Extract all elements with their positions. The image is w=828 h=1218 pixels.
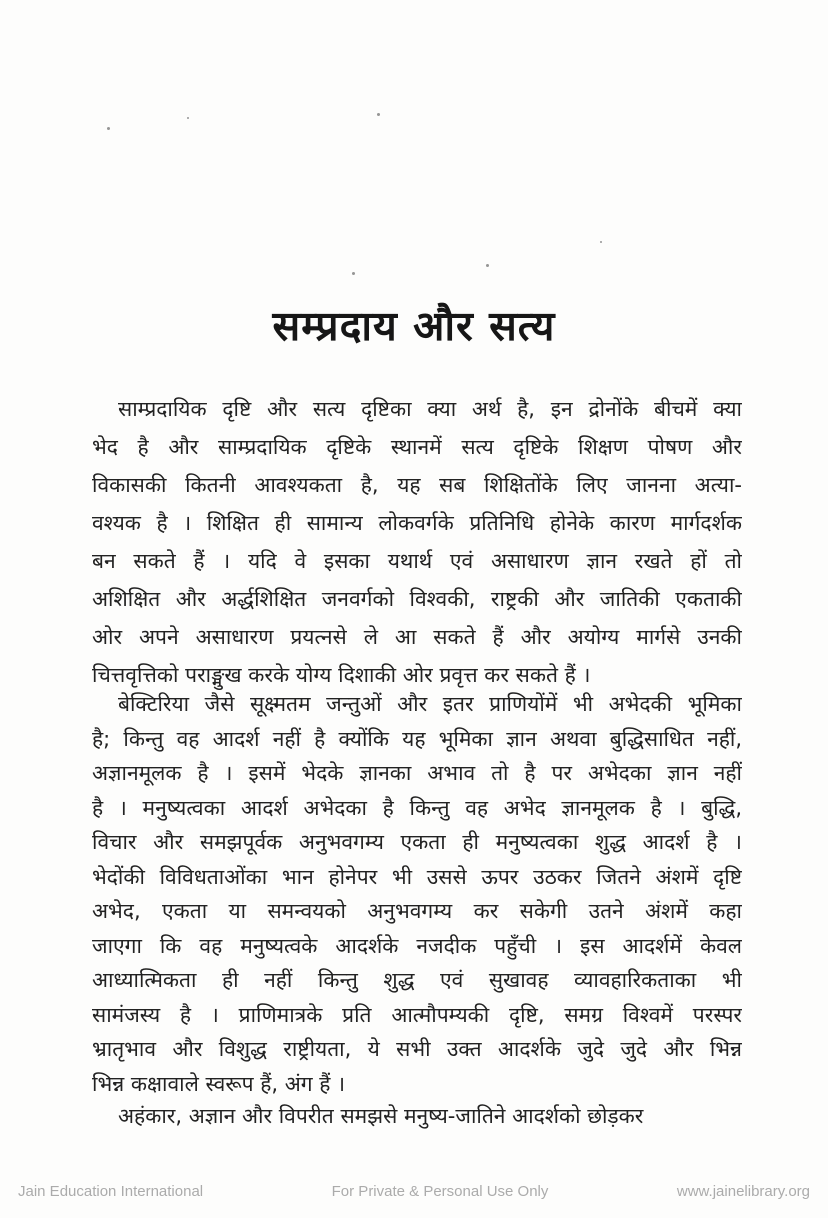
text-line: अज्ञानमूलक है । इसमें भेदके ज्ञानका अभाव तो है पर अभेदका ज्ञान नहीं	[92, 761, 742, 785]
paragraph	[92, 1097, 742, 1135]
text-line: भिन्न कक्षावाले स्वरूप हैं, अंग हैं ।	[92, 1071, 346, 1096]
scan-speck	[600, 241, 602, 243]
text-line: ओर अपने असाधारण प्रयत्नसे ले आ सकते हैं और अयोग्य मार्गसे उनकी	[92, 625, 742, 649]
scan-speck	[486, 264, 489, 267]
footer-usage-note: For Private & Personal Use Only	[331, 1183, 549, 1200]
footer-website: www.jainelibrary.org	[676, 1183, 810, 1200]
text-line: भ्रातृभाव और विशुद्ध राष्ट्रीयता, ये सभी उक्त आदर्शके जुदे जुदे और भिन्न	[92, 1037, 742, 1061]
text-line: चित्तवृत्तिको पराङ्मुख करके योग्य दिशाकी ओर प्रवृत्त कर सकते हैं ।	[92, 663, 591, 687]
scan-speck	[187, 117, 189, 119]
text-line: साम्प्रदायिक दृष्टि और सत्य दृष्टिका क्या अर्थ है, इन द्रोनोंके बीचमें क्या	[118, 397, 742, 421]
paragraph	[92, 390, 742, 694]
text-line: है । मनुष्यत्वका आदर्श अभेदका है किन्तु वह अभेद ज्ञानमूलक है । बुद्धि,	[92, 795, 742, 820]
text-line: बेक्टिरिया जैसे सूक्ष्मतम जन्तुओं और इतर प्राणियोंमें भी अभेदकी भूमिका	[118, 692, 742, 716]
text-line: है; किन्तु वह आदर्श नहीं है क्योंकि यह भूमिका ज्ञान अथवा बुद्धिसाधित नहीं,	[92, 726, 742, 751]
paragraph	[92, 687, 742, 1101]
text-line: भेद है और साम्प्रदायिक दृष्टिके स्थानमें सत्य दृष्टिके शिक्षण पोषण और	[92, 435, 742, 459]
scan-speck	[377, 113, 380, 116]
text-line: विचार और समझपूर्वक अनुभवगम्य एकता ही मनुष्यत्वका शुद्ध आदर्श है ।	[92, 830, 742, 854]
text-line: विकासकी कितनी आवश्यकता है, यह सब शिक्षितोंके लिए जानना अत्या-	[92, 473, 742, 497]
text-line: आध्यात्मिकता ही नहीं किन्तु शुद्ध एवं सुखावह व्यावहारिकताका भी	[92, 968, 742, 992]
footer	[0, 1183, 828, 1200]
text-line: वश्यक है । शिक्षित ही सामान्य लोकवर्गके प्रतिनिधि होनेके कारण मार्गदर्शक	[92, 511, 742, 535]
text-line: अशिक्षित और अर्द्धशिक्षित जनवर्गको विश्वकी, राष्ट्रकी और जातिकी एकताकी	[92, 587, 742, 611]
footer-publisher: Jain Education International	[18, 1183, 204, 1200]
text-line: अभेद, एकता या समन्वयको अनुभवगम्य कर सकेगी उतने अंशमें कहा	[92, 899, 742, 923]
scan-speck	[107, 127, 110, 130]
text-line: भेदोंकी विविधताओंका भान होनेपर भी उससे ऊपर उठकर जितने अंशमें दृष्टि	[92, 864, 742, 889]
scan-speck	[352, 272, 355, 275]
text-line: जाएगा कि वह मनुष्यत्वके आदर्शके नजदीक पहुँची । इस आदर्शमें केवल	[92, 933, 742, 958]
page-title: सम्प्रदाय और सत्य	[272, 302, 556, 350]
text-line: बन सकते हैं । यदि वे इसका यथार्थ एवं असाधारण ज्ञान रखते हों तो	[92, 549, 742, 573]
text-line: अहंकार, अज्ञान और विपरीत समझसे मनुष्य-जातिने आदर्शको छोड़कर	[118, 1104, 644, 1128]
text-line: सामंजस्य है । प्राणिमात्रके प्रति आत्मौपम्यकी दृष्टि, समग्र विश्वमें परस्पर	[92, 1002, 742, 1027]
